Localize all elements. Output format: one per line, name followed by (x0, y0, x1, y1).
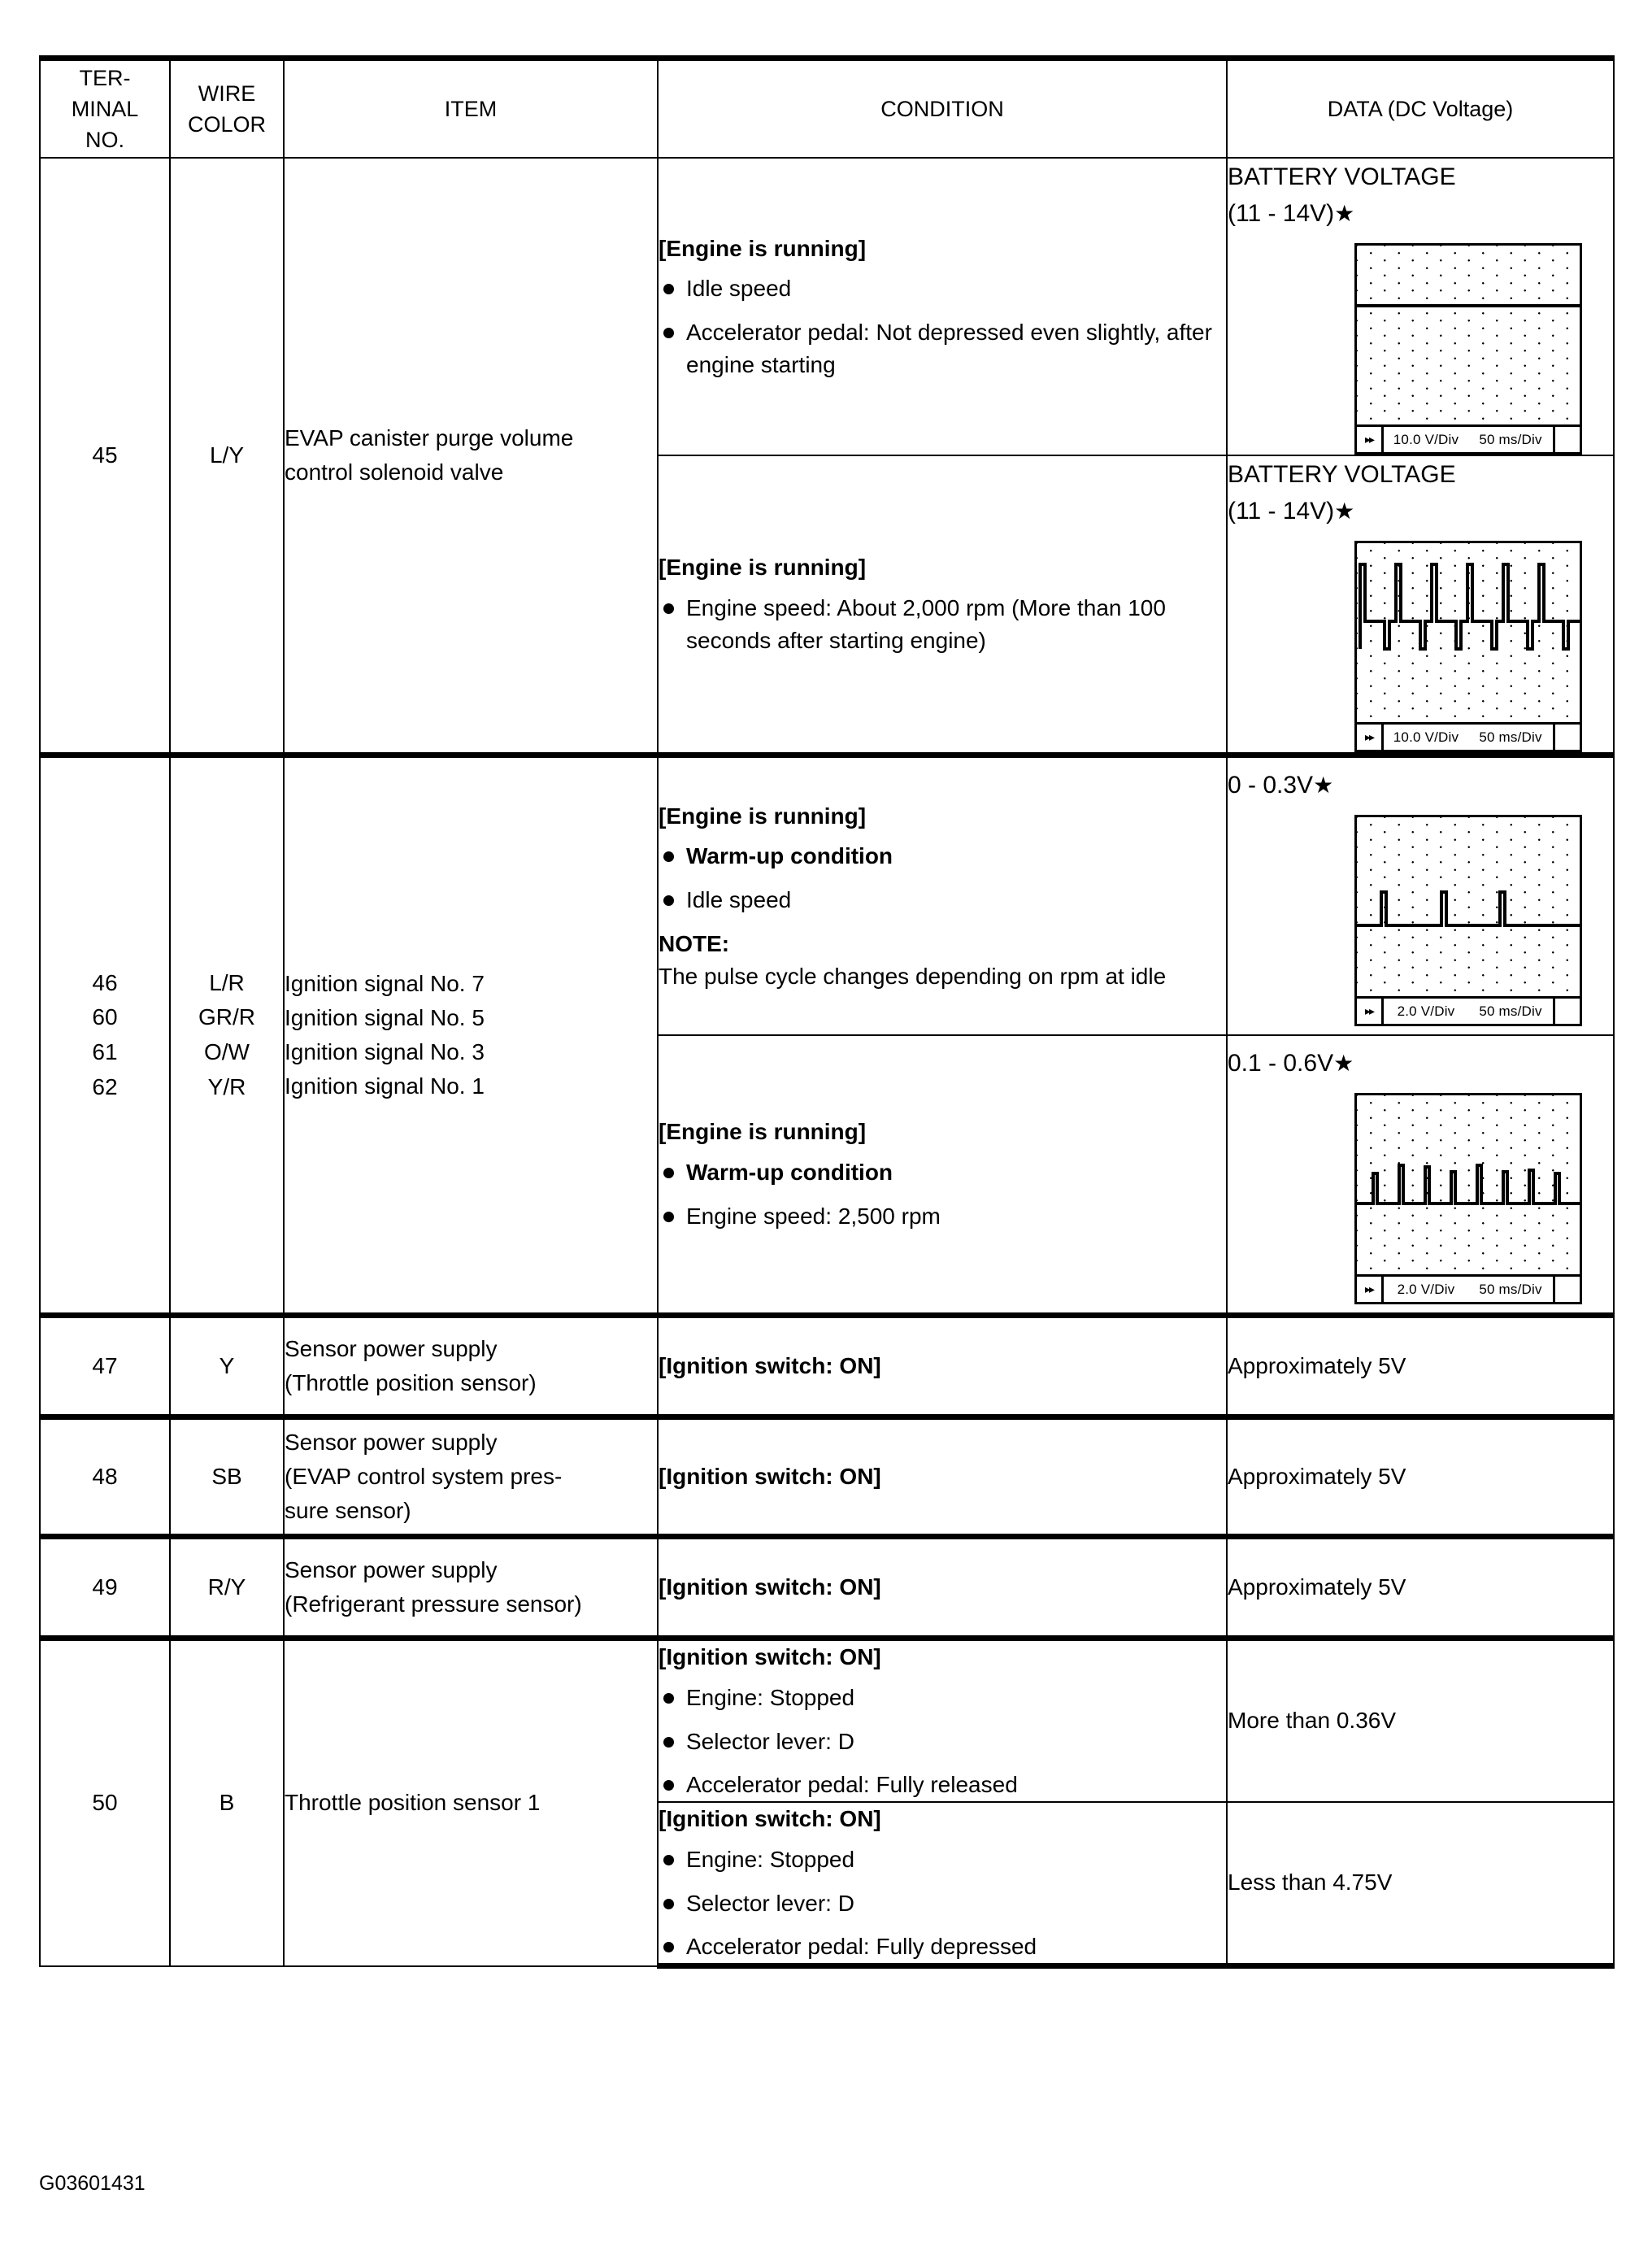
cell-data (1227, 1802, 1614, 1966)
cell-terminal-no (40, 755, 170, 1316)
table-row (40, 755, 1614, 1036)
star-icon: ★ (1333, 1050, 1354, 1076)
cell-data (1227, 1639, 1614, 1803)
data-value: Approximately 5V (1228, 1463, 1406, 1489)
waveform-sparse-spikes (1357, 817, 1580, 996)
item-line-3: sure sensor) (285, 1498, 411, 1523)
cell-terminal-no: 50 (40, 1639, 170, 1966)
item-line-1: Sensor power supply (285, 1430, 498, 1455)
cell-condition (658, 158, 1227, 455)
scope-arrows-glyph: ▸▸ (1364, 1003, 1374, 1017)
item-line-2: control solenoid valve (285, 459, 504, 485)
scope-scale-bar (1357, 1274, 1580, 1302)
oscilloscope-figure (1228, 243, 1613, 455)
scope-screen (1357, 1095, 1580, 1274)
item-line-2: (EVAP control system pres- (285, 1464, 563, 1489)
scope-cursor-icon (1357, 427, 1384, 452)
document-page (0, 55, 1652, 2246)
cell-terminal-no: 48 (40, 1417, 170, 1537)
terminal-spec-table (39, 55, 1615, 1969)
item-line-2: (Refrigerant pressure sensor) (285, 1591, 582, 1617)
wire-color-4: Y/R (207, 1073, 246, 1099)
terminal-no-2: 60 (92, 1004, 118, 1030)
scope-cursor-icon (1357, 725, 1384, 750)
list-item: Accelerator pedal: Not depressed even slightly, after engine starting (659, 316, 1226, 381)
scope-scale-bar (1357, 996, 1580, 1024)
scope-time-div: 50 ms/Div (1479, 1003, 1542, 1019)
header-terminal-no (40, 59, 170, 159)
condition-header: [Ignition switch: ON] (659, 1464, 881, 1490)
table-row (40, 1316, 1614, 1417)
cell-terminal-no: 49 (40, 1537, 170, 1639)
cell-terminal-no: 45 (40, 158, 170, 755)
scope-scale-bar (1357, 424, 1580, 452)
cell-data (1227, 1316, 1614, 1417)
list-item: Engine: Stopped (659, 1843, 1226, 1876)
data-value: Approximately 5V (1228, 1352, 1406, 1378)
scope-arrows-glyph: ▸▸ (1364, 1282, 1374, 1295)
cell-item (284, 158, 658, 755)
condition-bullet-list (659, 1682, 1226, 1801)
condition-bullet-list (659, 1843, 1226, 1963)
condition-header: [Engine is running] (659, 1119, 867, 1145)
wire-color-2: GR/R (198, 1004, 255, 1030)
scope-right-box (1553, 1277, 1580, 1302)
scope-arrows-glyph: ▸▸ (1364, 433, 1374, 446)
condition-bullet-list (659, 272, 1226, 381)
header-terminal-no-line3: NO. (85, 128, 124, 153)
cell-condition (658, 1639, 1227, 1803)
note-body: The pulse cycle changes depending on rpm at idle (659, 963, 1167, 989)
oscilloscope-figure (1228, 815, 1613, 1026)
scope-right-box (1553, 427, 1580, 452)
condition-header: [Ignition switch: ON] (659, 1353, 881, 1379)
table-row (40, 1537, 1614, 1639)
table-row (40, 158, 1614, 455)
data-value-line1: BATTERY VOLTAGE (1228, 461, 1456, 488)
wire-color-3: O/W (204, 1039, 250, 1064)
cell-data (1227, 755, 1614, 1036)
header-terminal-no-line1: TER- (79, 65, 131, 90)
data-value-line2 (1228, 195, 1613, 232)
scope-time-div: 50 ms/Div (1479, 1281, 1542, 1297)
item-line-2: Ignition signal No. 5 (285, 1005, 485, 1030)
cell-item (284, 1639, 658, 1966)
scope-frame (1354, 815, 1582, 1026)
scope-cursor-icon (1357, 999, 1384, 1024)
star-icon: ★ (1334, 201, 1355, 226)
item-line-1: Throttle position sensor 1 (285, 1790, 541, 1816)
scope-volt-div: 2.0 V/Div (1397, 1003, 1455, 1019)
cell-item (284, 1537, 658, 1639)
list-item: Idle speed (659, 272, 1226, 305)
star-icon: ★ (1313, 772, 1334, 798)
waveform-dense-spikes (1357, 1095, 1580, 1274)
data-value-line1 (1228, 1045, 1613, 1082)
header-wire-color-line2: COLOR (187, 112, 267, 137)
scope-screen (1357, 246, 1580, 424)
star-icon: ★ (1334, 498, 1355, 524)
header-data: DATA (DC Voltage) (1227, 59, 1614, 159)
note-label: NOTE: (659, 930, 730, 956)
item-line-3: Ignition signal No. 3 (285, 1039, 485, 1064)
scope-screen (1357, 817, 1580, 996)
list-item: Selector lever: D (659, 1726, 1226, 1758)
scope-cursor-icon (1357, 1277, 1384, 1302)
scope-volt-div: 10.0 V/Div (1393, 432, 1459, 447)
list-item: Engine speed: 2,500 rpm (659, 1200, 1226, 1233)
scope-frame (1354, 243, 1582, 455)
cell-wire-color: Y (170, 1316, 284, 1417)
scope-time-div: 50 ms/Div (1479, 432, 1542, 447)
cell-wire-color: R/Y (170, 1537, 284, 1639)
oscilloscope-figure (1228, 541, 1613, 752)
oscilloscope-figure (1228, 1093, 1613, 1304)
condition-bullet-list (659, 1156, 1226, 1233)
list-item: Warm-up condition (659, 1156, 1226, 1189)
condition-bullet-list (659, 592, 1226, 657)
cell-condition (658, 1537, 1227, 1639)
data-value-line1 (1228, 767, 1613, 803)
header-wire-color-line1: WIRE (198, 81, 256, 106)
cell-wire-color (170, 755, 284, 1316)
scope-time-div: 50 ms/Div (1479, 729, 1542, 745)
condition-header: [Engine is running] (659, 555, 867, 581)
item-line-1: Sensor power supply (285, 1557, 498, 1582)
cell-condition (658, 455, 1227, 755)
wire-color-1: L/R (209, 969, 245, 995)
item-line-1: Ignition signal No. 7 (285, 971, 485, 996)
cell-data (1227, 158, 1614, 455)
waveform-flat-high (1357, 246, 1580, 424)
scope-scale-bar (1357, 722, 1580, 750)
cell-item (284, 755, 658, 1316)
list-item: Accelerator pedal: Fully released (659, 1769, 1226, 1801)
item-line-2: (Throttle position sensor) (285, 1370, 537, 1395)
scope-frame (1354, 1093, 1582, 1304)
data-value-line1: BATTERY VOLTAGE (1228, 163, 1456, 190)
data-value: Less than 4.75V (1228, 1869, 1393, 1896)
condition-header: [Ignition switch: ON] (659, 1806, 881, 1831)
condition-bullet-list (659, 840, 1226, 916)
terminal-no-3: 61 (92, 1039, 118, 1064)
scope-volt-div: 2.0 V/Div (1397, 1281, 1455, 1297)
cell-condition (658, 1802, 1227, 1966)
data-value-range: (11 - 14V) (1228, 498, 1335, 525)
cell-item (284, 1417, 658, 1537)
scope-frame (1354, 541, 1582, 752)
condition-header: [Engine is running] (659, 803, 867, 829)
condition-header: [Ignition switch: ON] (659, 1644, 881, 1669)
cell-data (1227, 1035, 1614, 1316)
terminal-no-4: 62 (92, 1073, 118, 1099)
terminal-no-1: 46 (92, 969, 118, 995)
scope-arrows-glyph: ▸▸ (1364, 730, 1374, 743)
cell-wire-color: L/Y (170, 158, 284, 755)
data-value-range: 0 - 0.3V (1228, 771, 1314, 799)
condition-header: [Ignition switch: ON] (659, 1574, 881, 1600)
cell-wire-color: SB (170, 1417, 284, 1537)
table-header-row (40, 59, 1614, 159)
item-line-1: EVAP canister purge volume (285, 425, 574, 451)
cell-wire-color: B (170, 1639, 284, 1966)
cell-item (284, 1316, 658, 1417)
cell-condition (658, 755, 1227, 1036)
list-item: Selector lever: D (659, 1887, 1226, 1920)
header-wire-color (170, 59, 284, 159)
cell-data (1227, 1537, 1614, 1639)
list-item: Engine speed: About 2,000 rpm (More than 100 seconds after starting engine) (659, 592, 1226, 657)
data-value: Approximately 5V (1228, 1574, 1406, 1600)
item-line-4: Ignition signal No. 1 (285, 1073, 485, 1099)
table-row (40, 1639, 1614, 1803)
cell-condition (658, 1035, 1227, 1316)
header-item: ITEM (284, 59, 658, 159)
header-terminal-no-line2: MINAL (71, 96, 139, 121)
cell-data (1227, 1417, 1614, 1537)
table-row (40, 1417, 1614, 1537)
data-value-line2 (1228, 493, 1613, 529)
cell-condition (658, 1316, 1227, 1417)
data-value-range: 0.1 - 0.6V (1228, 1049, 1334, 1077)
list-item: Idle speed (659, 884, 1226, 916)
data-value: More than 0.36V (1228, 1708, 1397, 1734)
list-item: Warm-up condition (659, 840, 1226, 873)
scope-right-box (1553, 725, 1580, 750)
list-item: Engine: Stopped (659, 1682, 1226, 1714)
data-value-range: (11 - 14V) (1228, 200, 1335, 227)
header-condition: CONDITION (658, 59, 1227, 159)
cell-terminal-no: 47 (40, 1316, 170, 1417)
cell-condition (658, 1417, 1227, 1537)
waveform-pulse-train (1357, 543, 1580, 722)
scope-volt-div: 10.0 V/Div (1393, 729, 1459, 745)
scope-right-box (1553, 999, 1580, 1024)
figure-id: G03601431 (39, 2172, 146, 2195)
item-line-1: Sensor power supply (285, 1336, 498, 1361)
condition-header: [Engine is running] (659, 235, 867, 261)
list-item: Accelerator pedal: Fully depressed (659, 1930, 1226, 1963)
cell-data (1227, 455, 1614, 755)
scope-screen (1357, 543, 1580, 722)
